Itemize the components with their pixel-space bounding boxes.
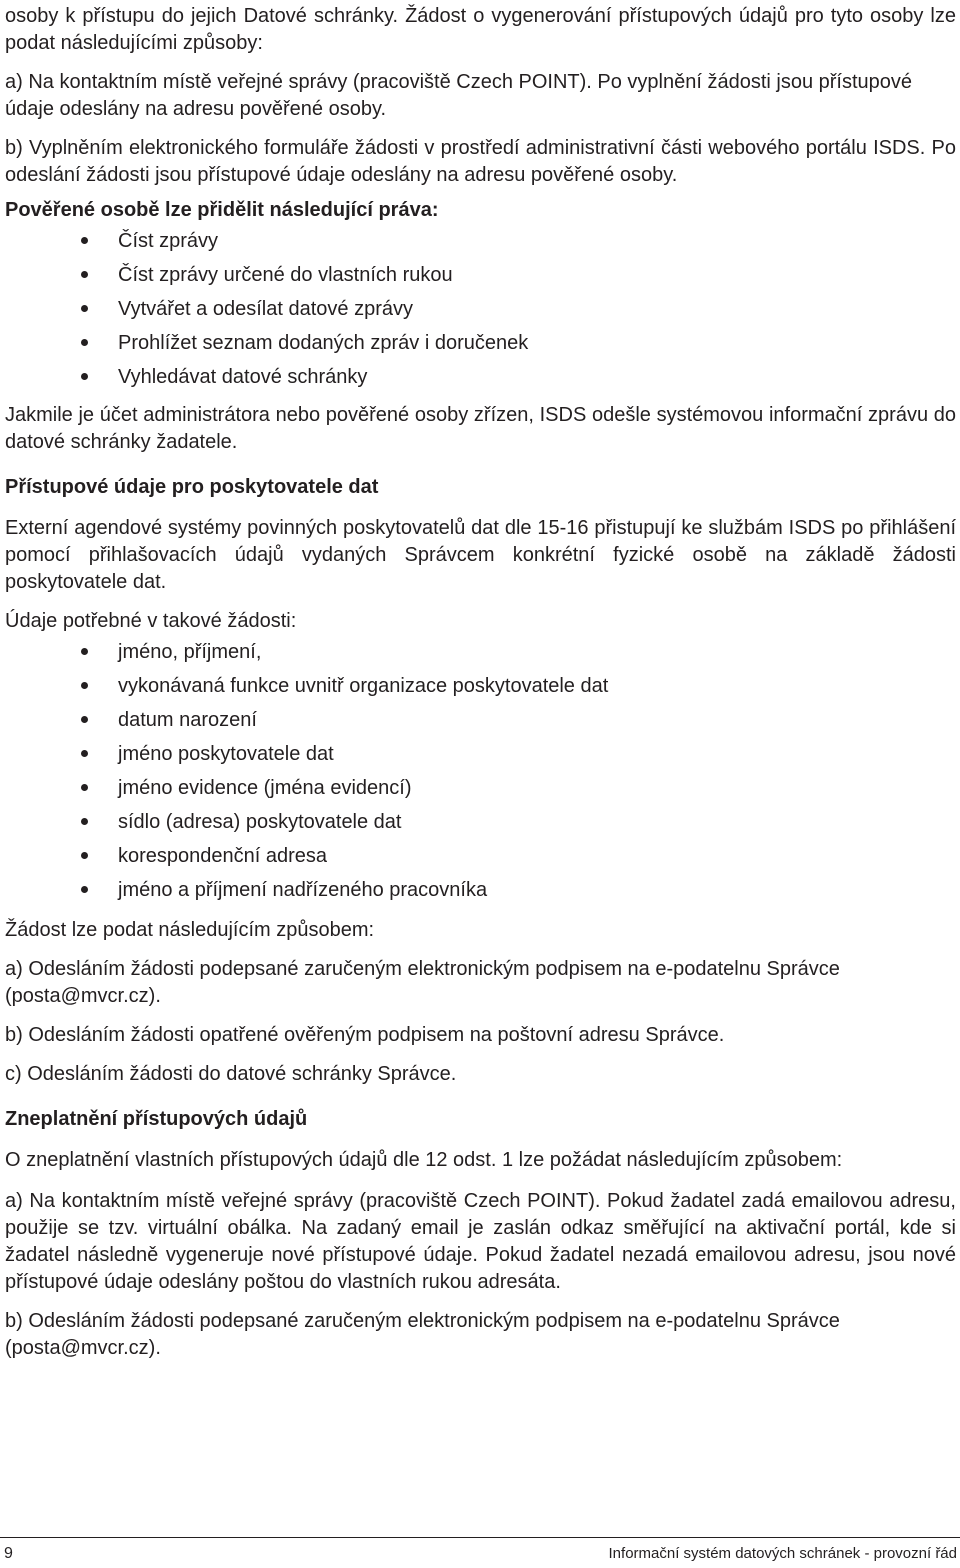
- submit-a-paragraph: a) Odesláním žádosti podepsané zaručeným elektronickým podpisem na e-podatelnu Správce (posta@mvcr.cz).: [5, 958, 840, 1007]
- list-item: korespondenční adresa: [5, 839, 956, 873]
- submit-heading: Žádost lze podat následujícím způsobem:: [5, 919, 375, 941]
- option-b-paragraph: b) Vyplněním elektronického formuláře žádosti v prostředí administrativní části webového portálu ISDS. Po odeslání žádosti jsou přístupové údaje odeslány na adresu pověřené osoby.: [5, 137, 956, 186]
- list-item: jméno poskytovatele dat: [5, 737, 956, 771]
- request-data-heading: Údaje potřebné v takové žádosti:: [5, 610, 297, 632]
- option-a-paragraph: a) Na kontaktním místě veřejné správy (pracoviště Czech POINT). Po vyplnění žádosti jsou přístupové údaje odeslány na adresu pověřené osoby.: [5, 71, 913, 120]
- list-item: vykonávaná funkce uvnitř organizace poskytovatele dat: [5, 669, 956, 703]
- list-item: datum narození: [5, 703, 956, 737]
- intro-paragraph: osoby k přístupu do jejich Datové schránky. Žádost o vygenerování přístupových údajů pro tyto osoby lze podat následujícími způsoby:: [5, 5, 956, 54]
- list-item: Vytvářet a odesílat datové zprávy: [5, 292, 956, 326]
- list-item: Číst zprávy určené do vlastních rukou: [5, 258, 956, 292]
- list-item: Číst zprávy: [5, 224, 956, 258]
- page-footer: [0, 1537, 960, 1568]
- list-item: jméno, příjmení,: [5, 635, 956, 669]
- list-item: jméno evidence (jména evidencí): [5, 771, 956, 805]
- list-item: sídlo (adresa) poskytovatele dat: [5, 805, 956, 839]
- submit-c-paragraph: c) Odesláním žádosti do datové schránky Správce.: [5, 1063, 457, 1085]
- request-data-list: [5, 635, 956, 907]
- page-number: 9: [4, 1545, 13, 1562]
- account-note-paragraph: Jakmile je účet administrátora nebo pověřené osoby zřízen, ISDS odešle systémovou informační zprávu do datové schránky žadatele.: [5, 404, 956, 453]
- invalidation-b-paragraph: b) Odesláním žádosti podepsané zaručeným elektronickým podpisem na e-podatelnu Správce (posta@mvcr.cz).: [5, 1310, 840, 1359]
- invalidation-a-paragraph: a) Na kontaktním místě veřejné správy (pracoviště Czech POINT). Pokud žadatel zadá emailovou adresu, použije se tzv. virtuální obálka. Na zadaný email je zaslán odkaz směřující na aktivační portál, kde si žadatel následně vygeneruje nové přístupové údaje. Pokud žadatel nezadá emailovou adresu, jsou nové přístupové údaje odeslány poštou do vlastních rukou adresáta.: [5, 1190, 956, 1293]
- list-item: Vyhledávat datové schránky: [5, 360, 956, 394]
- rights-list: [5, 224, 956, 394]
- invalidation-heading: Zneplatnění přístupových údajů: [5, 1108, 308, 1130]
- invalidation-paragraph: O zneplatnění vlastních přístupových údajů dle 12 odst. 1 lze požádat následujícím způsobem:: [5, 1149, 843, 1171]
- provider-paragraph: Externí agendové systémy povinných poskytovatelů dat dle 15-16 přistupují ke službám ISDS po přihlášení pomocí přihlašovacích údajů vydaných Správcem konkrétní fyzické osobě na základě žádosti poskytovatele dat.: [5, 517, 956, 593]
- footer-title: Informační systém datových schránek - provozní řád: [608, 1545, 957, 1562]
- list-item: jméno a příjmení nadřízeného pracovníka: [5, 873, 956, 907]
- list-item: Prohlížet seznam dodaných zpráv i doručenek: [5, 326, 956, 360]
- rights-heading: Pověřené osobě lze přidělit následující práva:: [5, 199, 439, 221]
- provider-heading: Přístupové údaje pro poskytovatele dat: [5, 476, 379, 498]
- document-page: [5, 0, 956, 1362]
- submit-b-paragraph: b) Odesláním žádosti opatřené ověřeným podpisem na poštovní adresu Správce.: [5, 1024, 725, 1046]
